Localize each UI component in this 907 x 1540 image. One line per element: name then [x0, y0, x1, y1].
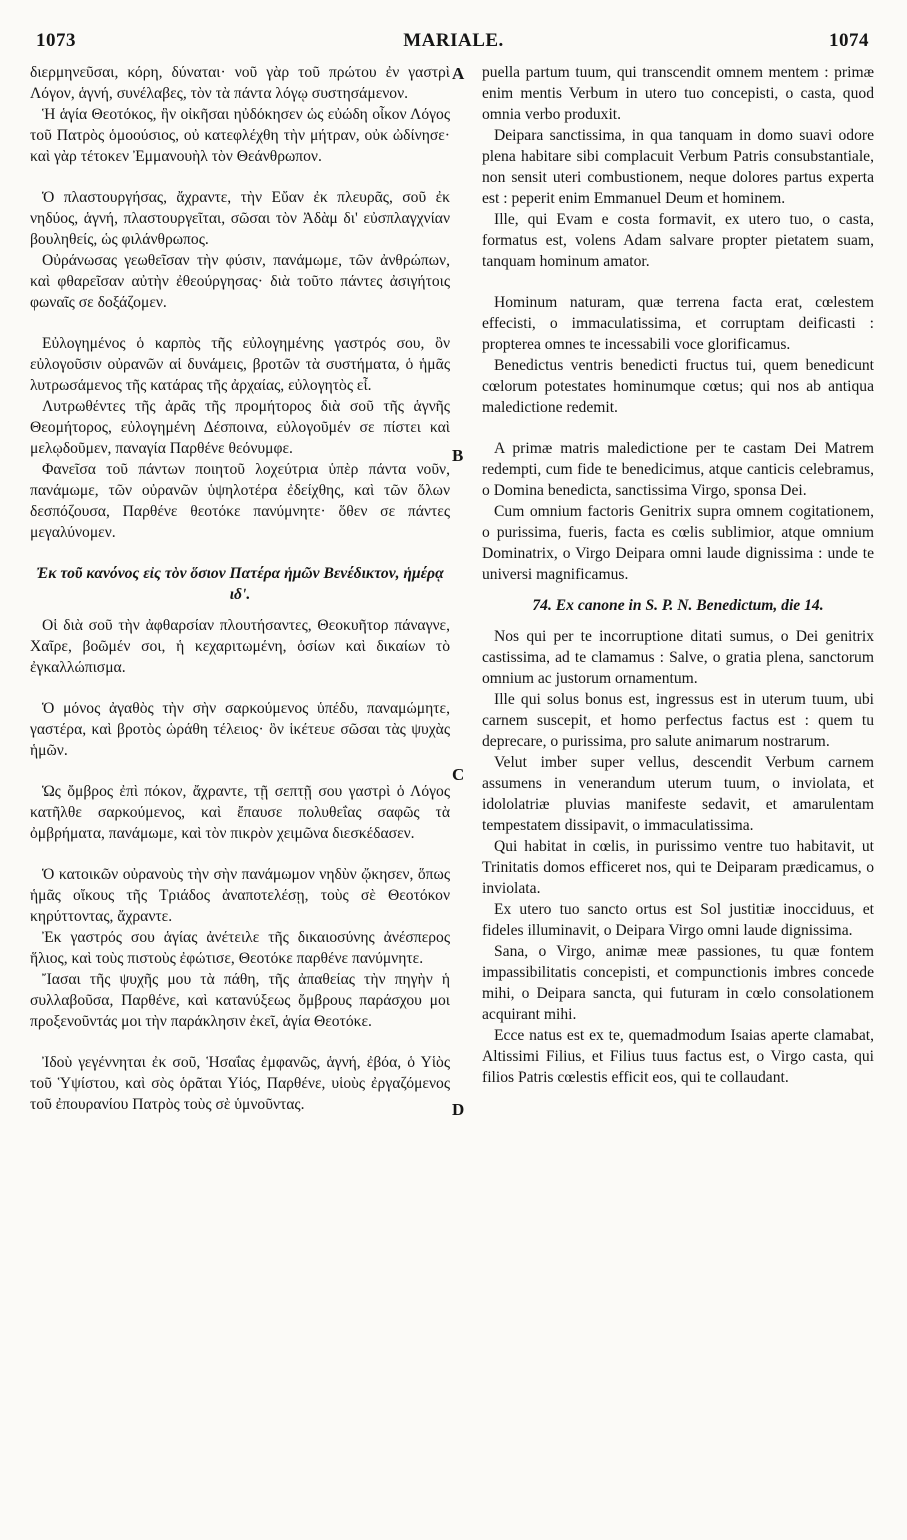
greek-paragraph: Λυτρωθέντες τῆς ἀρᾶς τῆς προμήτορος διὰ σοῦ τῆς ἁγνῆς Θεομήτορος, εὐλογημένη Δέσποινα, εὐλογοῦμέν σε πίστει καὶ μελῳδοῦμεν, παναγία Παρθένε θεόνυμφε.	[30, 398, 450, 457]
greek-paragraph: Φανεῖσα τοῦ πάντων ποιητοῦ λοχεύτρια ὑπὲρ πάντα νοῦν, πανάμωμε, τῶν οὐρανῶν ὑψηλοτέρα ἐδείχθης, καὶ τῶν ὅλων δεσπόζουσα, Παρθένε θεοτόκε πανύμνητε· ὅθεν σε πάντες μεγαλύνομεν.	[30, 461, 450, 541]
latin-paragraph: Qui habitat in cœlis, in purissimo ventre tuo habitavit, ut Trinitatis domos efficeret nos, qui te Deiparam prædicamus, o inviolata.	[482, 838, 874, 897]
greek-paragraph: Ὁ πλαστουργήσας, ἄχραντε, τὴν Εὔαν ἐκ πλευρᾶς, σοῦ ἐκ νηδύος, ἁγνή, πλαστουργεῖται, σῶσαι τὸν Ἀδὰμ δι' εὐσπλαγχνίαν βουληθείς, ὡς φιλάνθρωπος.	[30, 189, 450, 248]
greek-paragraph: Ὡς ὄμβρος ἐπὶ πόκον, ἄχραντε, τῇ σεπτῇ σου γαστρὶ ὁ Λόγος κατῆλθε σαρκούμενος, καὶ ἔπαυσε πολυθεΐας σαφῶς τὰ ὀμβρήματα, πανάμωμε, καὶ τὸν πικρὸν χειμῶνα διεσκέδασεν.	[30, 783, 450, 842]
running-title: MARIALE.	[403, 30, 504, 51]
margin-marker-d: D	[452, 1100, 465, 1119]
latin-section-heading: 74. Ex canone in S. P. N. Benedictum, die 14.	[532, 597, 824, 614]
greek-paragraph: διερμηνεῦσαι, κόρη, δύναται· νοῦ γὰρ τοῦ πρώτου ἐν γαστρὶ Λόγον, ἁγνή, συνέλαβες, τὸν τὰ πάντα λόγῳ συστησάμενον.	[30, 64, 450, 102]
greek-paragraph: Ἐκ γαστρός σου ἁγίας ἀνέτειλε τῆς δικαιοσύνης ἀνέσπερος ἥλιος, καὶ τοὺς πιστοὺς ἐφώτισε, Θεοτόκε παρθένε πανύμνητε.	[30, 929, 450, 967]
latin-paragraph: Deipara sanctissima, in qua tanquam in domo suavi odore plena habitare sibi complacuit Verbum Patris consubstantiale, non sensit uteri combustionem, neque dolores partus experta est : peperit enim Emmanuel Deum et hominem.	[482, 127, 874, 207]
latin-paragraph: puella partum tuum, qui transcendit omnem mentem : primæ enim mentis Verbum in utero tuo concepisti, o casta, quod omnia verbo produxit.	[482, 64, 874, 123]
latin-paragraph: Ex utero tuo sancto ortus est Sol justitiæ inocciduus, et fideles illuminavit, o Deipara Virgo omni laude dignissima.	[482, 901, 874, 939]
greek-section-heading: Ἐκ τοῦ κανόνος εἰς τὸν ὅσιον Πατέρα ἡμῶν Βενέδικτον, ἡμέρᾳ ιδʹ.	[36, 565, 444, 603]
latin-paragraph: A primæ matris maledictione per te castam Dei Matrem redempti, cum fide te benedicimus, atque canticis celebramus, o Domina benedicta, sanctissima Virgo, sponsa Dei.	[482, 440, 874, 499]
latin-paragraph: Ille, qui Evam e costa formavit, ex utero tuo, o casta, formatus est, volens Adam salvare propter pietatem suam, tanquam hominum amator.	[482, 211, 874, 270]
greek-paragraph: Οὐράνωσας γεωθεῖσαν τὴν φύσιν, πανάμωμε, τῶν ἀνθρώπων, καὶ φθαρεῖσαν αὐτὴν ἐθεούργησας· διὰ τοῦτο πάντες ἀσιγήτοις φωναῖς σε δοξάζομεν.	[30, 252, 450, 311]
latin-paragraph: Cum omnium factoris Genitrix supra omnem cogitationem, o purissima, fueris, facta es cœlis sublimior, atque omnium Dominatrix, o Virgo Deipara omni laude dignissima : unde te universi magnificamus.	[482, 503, 874, 583]
latin-paragraph: Sana, o Virgo, animæ meæ passiones, tu quæ fontem impassibilitatis concepisti, et compunctionis imbres concede mihi, o Deipara sancta, qui futuram in cœlo consolationem acquirant mihi.	[482, 943, 874, 1023]
greek-paragraph: Ἰδοὺ γεγέννηται ἐκ σοῦ, Ἡσαΐας ἐμφανῶς, ἁγνή, ἐβόα, ὁ Υἱὸς τοῦ Ὑψίστου, καὶ σὸς ὁρᾶται Υἱός, Παρθένε, υἱοὺς ἐργαζόμενος τοῦ ἐπουρανίου Πατρὸς τοὺς σὲ ὑμνοῦντας.	[30, 1054, 450, 1113]
greek-paragraph: Ἴασαι τῆς ψυχῆς μου τὰ πάθη, τῆς ἀπαθείας τὴν πηγὴν ἡ συλλαβοῦσα, Παρθένε, καὶ κατανύξεως ὄμβρους παράσχου μοι προξενοῦντάς μοι τὴν παράκλησιν ἐκεῖ, ἁγία Θεοτόκε.	[30, 971, 450, 1030]
latin-paragraph: Ille qui solus bonus est, ingressus est in uterum tuum, ubi carnem suscepit, et homo perfectus factus est : quem tu deprecare, o purissima, pro salute animarum nostrarum.	[482, 691, 874, 750]
latin-paragraph: Nos qui per te incorruptione ditati sumus, o Dei genitrix castissima, ad te clamamus : Salve, o gratia plena, sanctorum omnium ac justorum ornamentum.	[482, 628, 874, 687]
column-index: 1074	[829, 30, 869, 51]
page-number: 1073	[36, 30, 76, 51]
margin-marker-c: C	[452, 765, 465, 784]
margin-marker-b: B	[452, 446, 464, 465]
greek-paragraph: Ἡ ἁγία Θεοτόκος, ἣν οἰκῆσαι ηὐδόκησεν ὡς εὐώδη οἶκον Λόγος τοῦ Πατρὸς ὁμοούσιος, οὐ κατεφλέχθη τὴν μήτραν, οὐκ ὠδίνησε· καὶ γὰρ τέτοκεν Ἐμμανουὴλ τὸν Θεάνθρωπον.	[30, 106, 450, 165]
latin-paragraph: Velut imber super vellus, descendit Verbum carnem assumens in venerandum uterum tuum, o inviolata, et idololatriæ pluvias manifeste sedavit, et amarulentam tempestatem dissipavit, o immaculatissima.	[482, 754, 874, 834]
greek-column	[30, 62, 450, 1115]
greek-paragraph: Οἱ διὰ σοῦ τὴν ἀφθαρσίαν πλουτήσαντες, Θεοκυῆτορ πάναγνε, Χαῖρε, βοῶμέν σοι, ἡ κεχαριτωμένη, ὁσίων καὶ δικαίων τὸ ἐγκαλλώπισμα.	[30, 617, 450, 676]
latin-paragraph: Hominum naturam, quæ terrena facta erat, cœlestem effecisti, o immaculatissima, et corruptam deificasti : propterea omnes te incessabili voce glorificamus.	[482, 294, 874, 353]
latin-column	[482, 62, 874, 1088]
greek-paragraph: Ὁ κατοικῶν οὐρανοὺς τὴν σὴν πανάμωμον νηδὺν ᾤκησεν, ὅπως ἡμᾶς οἴκους τῆς Τριάδος ἀναποτελέσῃ, τοὺς σὲ Θεοτόκον κηρύττοντας, ἄχραντε.	[30, 866, 450, 925]
latin-paragraph: Benedictus ventris benedicti fructus tui, quem benedicunt cœlorum potestates hominumque cœtus; qui nos ab antiqua maledictione redemit.	[482, 357, 874, 416]
greek-paragraph: Εὐλογημένος ὁ καρπὸς τῆς εὐλογημένης γαστρός σου, ὃν εὐλογοῦσιν οὐρανῶν αἱ δυνάμεις, βροτῶν τὰ συστήματα, ὁ ἡμᾶς λυτρωσάμενος τῆς κατάρας τῆς ἀρχαίας, εὐλογητὸς εἶ.	[30, 335, 450, 394]
margin-marker-a: A	[452, 64, 465, 83]
latin-paragraph: Ecce natus est ex te, quemadmodum Isaias aperte clamabat, Altissimi Filius, et Filius tuus factus est, o Virgo casta, qui filios Patris cœlestis efficit eos, qui te collaudant.	[482, 1027, 874, 1086]
greek-paragraph: Ὁ μόνος ἀγαθὸς τὴν σὴν σαρκούμενος ὑπέδυ, παναμώμητε, γαστέρα, καὶ βροτὸς ὡράθη τέλειος· ὃν ἱκέτευε σῶσαι τὰς ψυχὰς ἡμῶν.	[30, 700, 450, 759]
page-header	[30, 30, 877, 54]
